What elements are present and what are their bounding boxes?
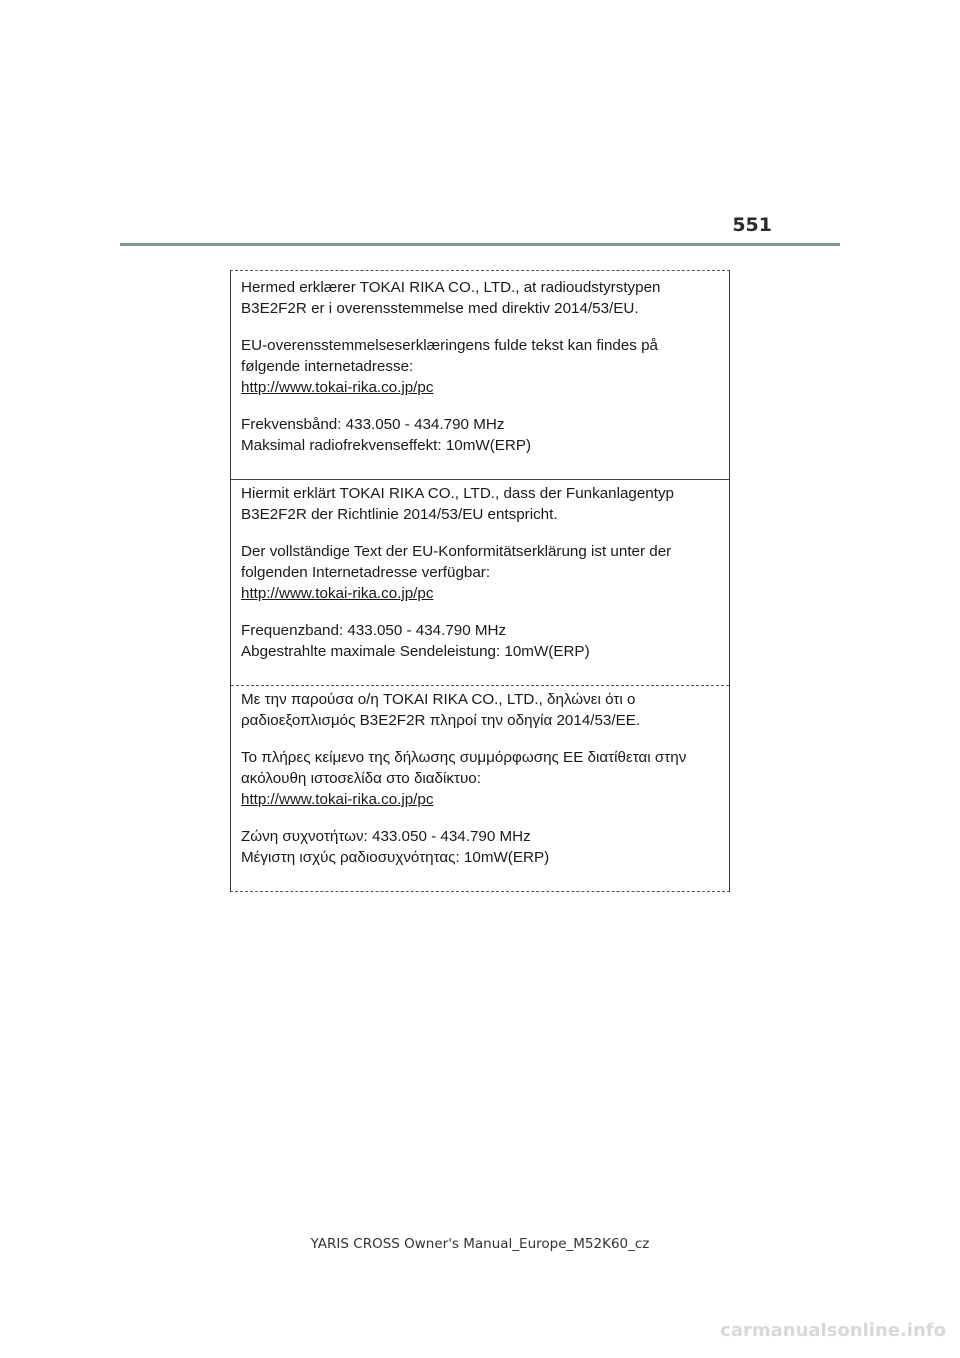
declaration-box: [230, 270, 730, 892]
footer-text: YARIS CROSS Owner's Manual_Europe_M52K60_cz: [310, 1236, 650, 1252]
declaration-link[interactable]: http://www.tokai-rika.co.jp/pc: [241, 379, 434, 396]
declaration-link[interactable]: http://www.tokai-rika.co.jp/pc: [241, 585, 434, 602]
page-number: 551: [732, 214, 772, 236]
declaration-german: [231, 483, 729, 662]
declaration-text-info: Der vollständige Text der EU-Konformitätserklärung ist unter der folgenden Internetadresse verfügbar: http://www.tokai-rika.co.jp/pc: [241, 543, 672, 602]
declaration-statement: Hermed erklærer TOKAI RIKA CO., LTD., at radioudstyrstypen B3E2F2R er i overensstemmelse med direktiv 2014/53/EU.: [241, 279, 661, 317]
watermark: carmanualsonline.info: [720, 1320, 946, 1341]
declaration-greek: [231, 689, 729, 868]
declaration-text-info: EU-overensstemmelseserklæringens fulde tekst kan findes på følgende internetadresse: http://www.tokai-rika.co.jp/pc: [241, 337, 659, 396]
declaration-danish: [231, 277, 729, 456]
section-divider: [231, 479, 729, 480]
frequency-info: Ζώνη συχνοτήτων: 433.050 - 434.790 MHz Μέγιστη ισχύς ραδιοσυχνότητας: 10mW(ERP): [241, 828, 550, 866]
frequency-info: Frekvensbånd: 433.050 - 434.790 MHz Maksimal radiofrekvenseffekt: 10mW(ERP): [241, 416, 532, 454]
declaration-statement: Hiermit erklärt TOKAI RIKA CO., LTD., dass der Funkanlagentyp B3E2F2R der Richtlinie 2014/53/EU entspricht.: [241, 485, 675, 523]
header-rule: [120, 243, 840, 246]
frequency-info: Frequenzband: 433.050 - 434.790 MHz Abgestrahlte maximale Sendeleistung: 10mW(ERP): [241, 622, 590, 660]
section-divider: [231, 685, 729, 686]
declaration-statement: Με την παρούσα ο/η TOKAI RIKA CO., LTD., δηλώνει ότι ο ραδιοεξοπλισμός B3E2F2R πληροί την οδηγία 2014/53/ΕΕ.: [241, 691, 641, 729]
declaration-link[interactable]: http://www.tokai-rika.co.jp/pc: [241, 791, 434, 808]
declaration-text-info: Το πλήρες κείμενο της δήλωσης συμμόρφωσης ΕΕ διατίθεται στην ακόλουθη ιστοσελίδα στο διαδίκτυο: http://www.tokai-rika.co.jp/pc: [241, 749, 687, 808]
